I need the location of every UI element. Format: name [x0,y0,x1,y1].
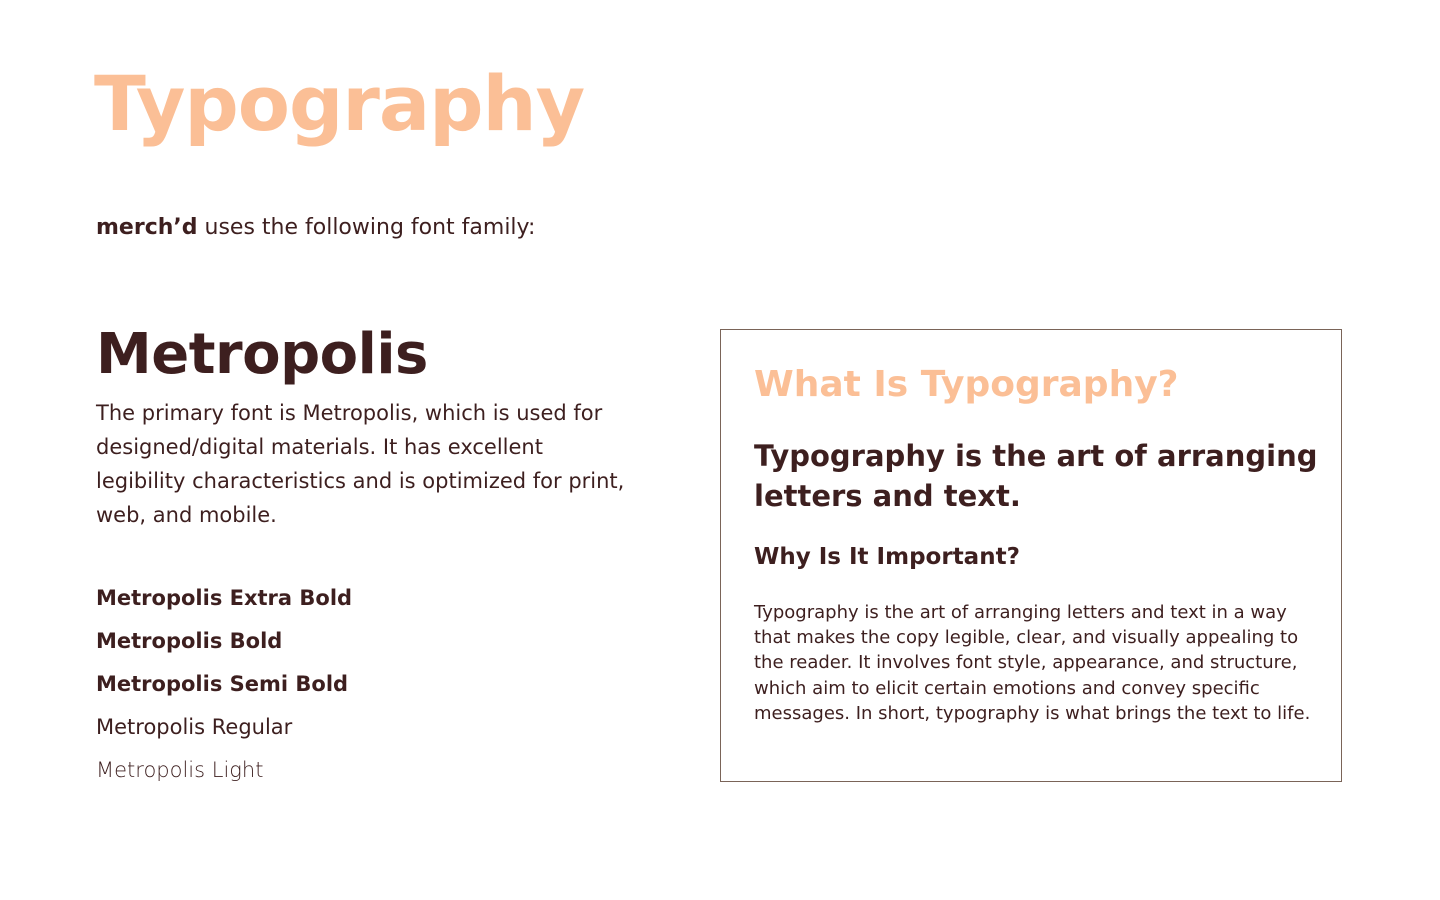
typography-info-box [720,329,1342,782]
page-title: Typography [94,59,585,148]
weight-extra-bold: Metropolis Extra Bold [96,586,353,610]
intro-sentence: uses the following font family: [197,215,536,240]
weight-semi-bold: Metropolis Semi Bold [96,672,349,696]
info-box-subheading: Why Is It Important? [754,544,1020,570]
weight-bold: Metropolis Bold [96,629,283,653]
weight-regular: Metropolis Regular [96,715,293,739]
info-box-title: What Is Typography? [754,364,1179,405]
info-box-body: Typography is the art of arranging letters and text in a way that makes the copy legible, clear, and visually appealing to the reader. It involves font style, appearance, and structure, which aim to elicit certain emotions and convey specific messages. In short, typography is what brings the text to life. [754,602,1311,724]
intro-text [96,212,535,244]
weight-light: Metropolis Light [96,758,264,782]
brand-name: merch’d [96,215,198,240]
font-weight-list [96,580,352,795]
info-box-lead: Typography is the art of arranging letters and text. [754,439,1318,513]
font-description: The primary font is Metropolis, which is used for designed/digital materials. It has excellent legibility characteristics and is optimized for print, web, and mobile. [96,401,625,527]
font-family-name: Metropolis [96,322,428,387]
